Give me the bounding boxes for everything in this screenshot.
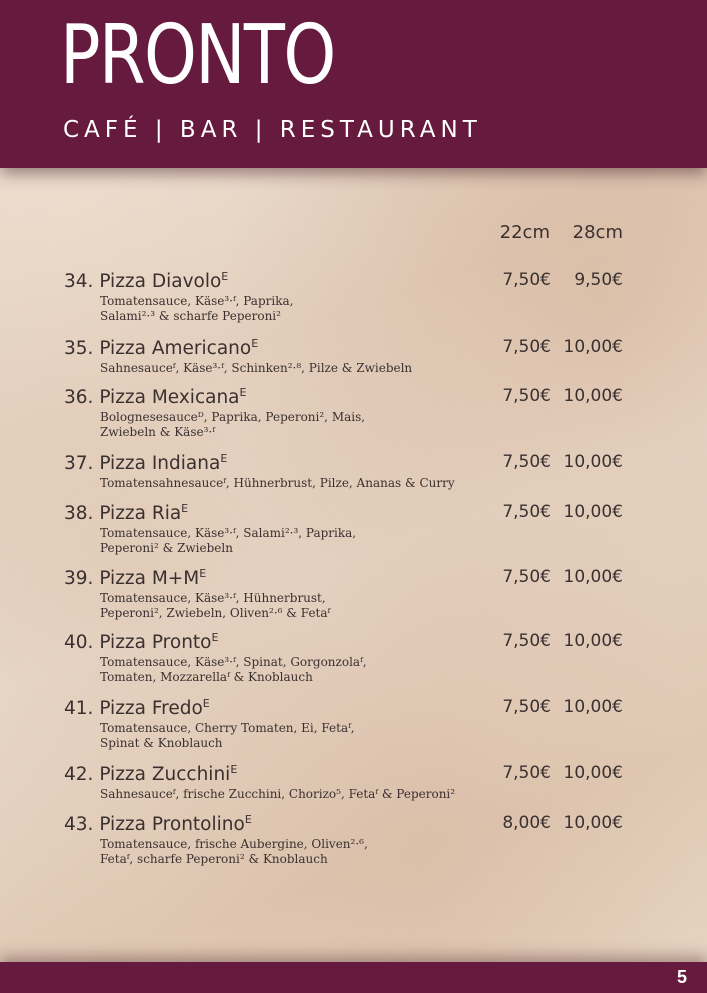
- item-number: 38.: [64, 503, 94, 524]
- item-title: [64, 337, 258, 359]
- item-number: 37.: [64, 453, 94, 474]
- price-small: 7,50€: [502, 567, 551, 587]
- description-line: Tomatensauce, Käse³·ᶠ, Paprika,: [100, 294, 294, 308]
- price-small: 7,50€: [502, 452, 551, 472]
- item-number: 40.: [64, 632, 94, 653]
- item-number: 36.: [64, 387, 94, 408]
- item-title: [64, 502, 188, 524]
- item-allergen-mark: E: [181, 502, 189, 515]
- description-line: Salami²·³ & scharfe Peperoni²: [100, 309, 281, 323]
- header-banner: [0, 0, 707, 168]
- item-name: Pizza Mexicana: [99, 387, 240, 408]
- item-allergen-mark: E: [239, 386, 247, 399]
- description-line: Sahnesauceᶠ, frische Zucchini, Chorizo⁵, Fetaᶠ & Peperoni²: [100, 787, 456, 801]
- description-line: Sahnesauceᶠ, Käse³·ᶠ, Schinken²·⁸, Pilze & Zwiebeln: [100, 361, 413, 375]
- item-title: [64, 386, 246, 408]
- item-name: Pizza Fredo: [99, 698, 203, 719]
- item-number: 35.: [64, 338, 94, 359]
- item-name: Pizza Pronto: [99, 632, 212, 653]
- description-line: Bolognesesauceᴰ, Paprika, Peperoni², Mais,: [100, 410, 366, 424]
- description-line: Peperoni² & Zwiebeln: [100, 541, 233, 555]
- item-allergen-mark: E: [211, 631, 219, 644]
- price-small: 7,50€: [502, 386, 551, 406]
- item-description: [100, 721, 490, 751]
- size-header-large: 28cm: [572, 222, 623, 243]
- description-line: Tomatensauce, Käse³·ᶠ, Salami²·³, Paprika,: [100, 526, 357, 540]
- description-line: Zwiebeln & Käse³·ᶠ: [100, 425, 215, 439]
- item-description: [100, 294, 490, 324]
- price-large: 10,00€: [563, 386, 623, 406]
- item-description: [100, 837, 490, 867]
- price-small: 8,00€: [502, 813, 551, 833]
- item-name: Pizza Prontolino: [99, 814, 245, 835]
- price-large: 10,00€: [563, 502, 623, 522]
- description-line: Tomatensauce, Käse³·ᶠ, Spinat, Gorgonzolaᶠ,: [100, 655, 367, 669]
- item-description: [100, 361, 490, 376]
- price-large: 10,00€: [563, 763, 623, 783]
- item-number: 42.: [64, 764, 94, 785]
- item-name: Pizza Americano: [99, 338, 252, 359]
- item-number: 41.: [64, 698, 94, 719]
- description-line: Tomatensauce, Käse³·ᶠ, Hühnerbrust,: [100, 591, 326, 605]
- item-name: Pizza Zucchini: [99, 764, 231, 785]
- item-title: [64, 567, 206, 589]
- footer-bar: [0, 962, 707, 993]
- item-allergen-mark: E: [221, 270, 229, 283]
- price-small: 7,50€: [502, 631, 551, 651]
- item-description: [100, 787, 490, 802]
- page-number: 5: [676, 967, 687, 987]
- item-allergen-mark: E: [199, 567, 207, 580]
- item-number: 43.: [64, 814, 94, 835]
- tagline: CAFÉ | BAR | RESTAURANT: [63, 117, 482, 143]
- price-large: 10,00€: [563, 567, 623, 587]
- item-description: [100, 655, 490, 685]
- price-small: 7,50€: [502, 270, 551, 290]
- item-description: [100, 476, 490, 491]
- item-number: 39.: [64, 568, 94, 589]
- description-line: Fetaᶠ, scharfe Peperoni² & Knoblauch: [100, 852, 328, 866]
- description-line: Spinat & Knoblauch: [100, 736, 223, 750]
- description-line: Tomatensauce, Cherry Tomaten, Ei, Fetaᶠ,: [100, 721, 355, 735]
- price-large: 10,00€: [563, 631, 623, 651]
- item-allergen-mark: E: [202, 697, 210, 710]
- price-large: 10,00€: [563, 452, 623, 472]
- item-title: [64, 452, 227, 474]
- item-name: Pizza Indiana: [99, 453, 221, 474]
- item-number: 34.: [64, 271, 94, 292]
- item-allergen-mark: E: [230, 763, 238, 776]
- size-header-small: 22cm: [499, 222, 550, 243]
- price-small: 7,50€: [502, 337, 551, 357]
- item-name: Pizza Diavolo: [99, 271, 222, 292]
- price-large: 10,00€: [563, 337, 623, 357]
- description-line: Tomatensahnesauceᶠ, Hühnerbrust, Pilze, Ananas & Curry: [100, 476, 455, 490]
- price-small: 7,50€: [502, 502, 551, 522]
- item-allergen-mark: E: [220, 452, 228, 465]
- price-small: 7,50€: [502, 763, 551, 783]
- description-line: Tomatensauce, frische Aubergine, Oliven²·⁶,: [100, 837, 368, 851]
- item-title: [64, 813, 252, 835]
- item-title: [64, 631, 218, 653]
- size-column-headers: [0, 222, 707, 246]
- item-description: [100, 591, 490, 621]
- item-name: Pizza M+M: [99, 568, 200, 589]
- price-large: 10,00€: [563, 697, 623, 717]
- price-small: 7,50€: [502, 697, 551, 717]
- item-allergen-mark: E: [251, 337, 259, 350]
- item-description: [100, 410, 490, 440]
- description-line: Tomaten, Mozzarellaᶠ & Knoblauch: [100, 670, 313, 684]
- price-large: 9,50€: [574, 270, 623, 290]
- item-title: [64, 763, 237, 785]
- description-line: Peperoni², Zwiebeln, Oliven²·⁶ & Fetaᶠ: [100, 606, 331, 620]
- item-title: [64, 697, 210, 719]
- item-allergen-mark: E: [244, 813, 252, 826]
- item-name: Pizza Ria: [99, 503, 182, 524]
- item-description: [100, 526, 490, 556]
- brand-logo: PRONTO: [60, 8, 335, 103]
- price-large: 10,00€: [563, 813, 623, 833]
- item-title: [64, 270, 228, 292]
